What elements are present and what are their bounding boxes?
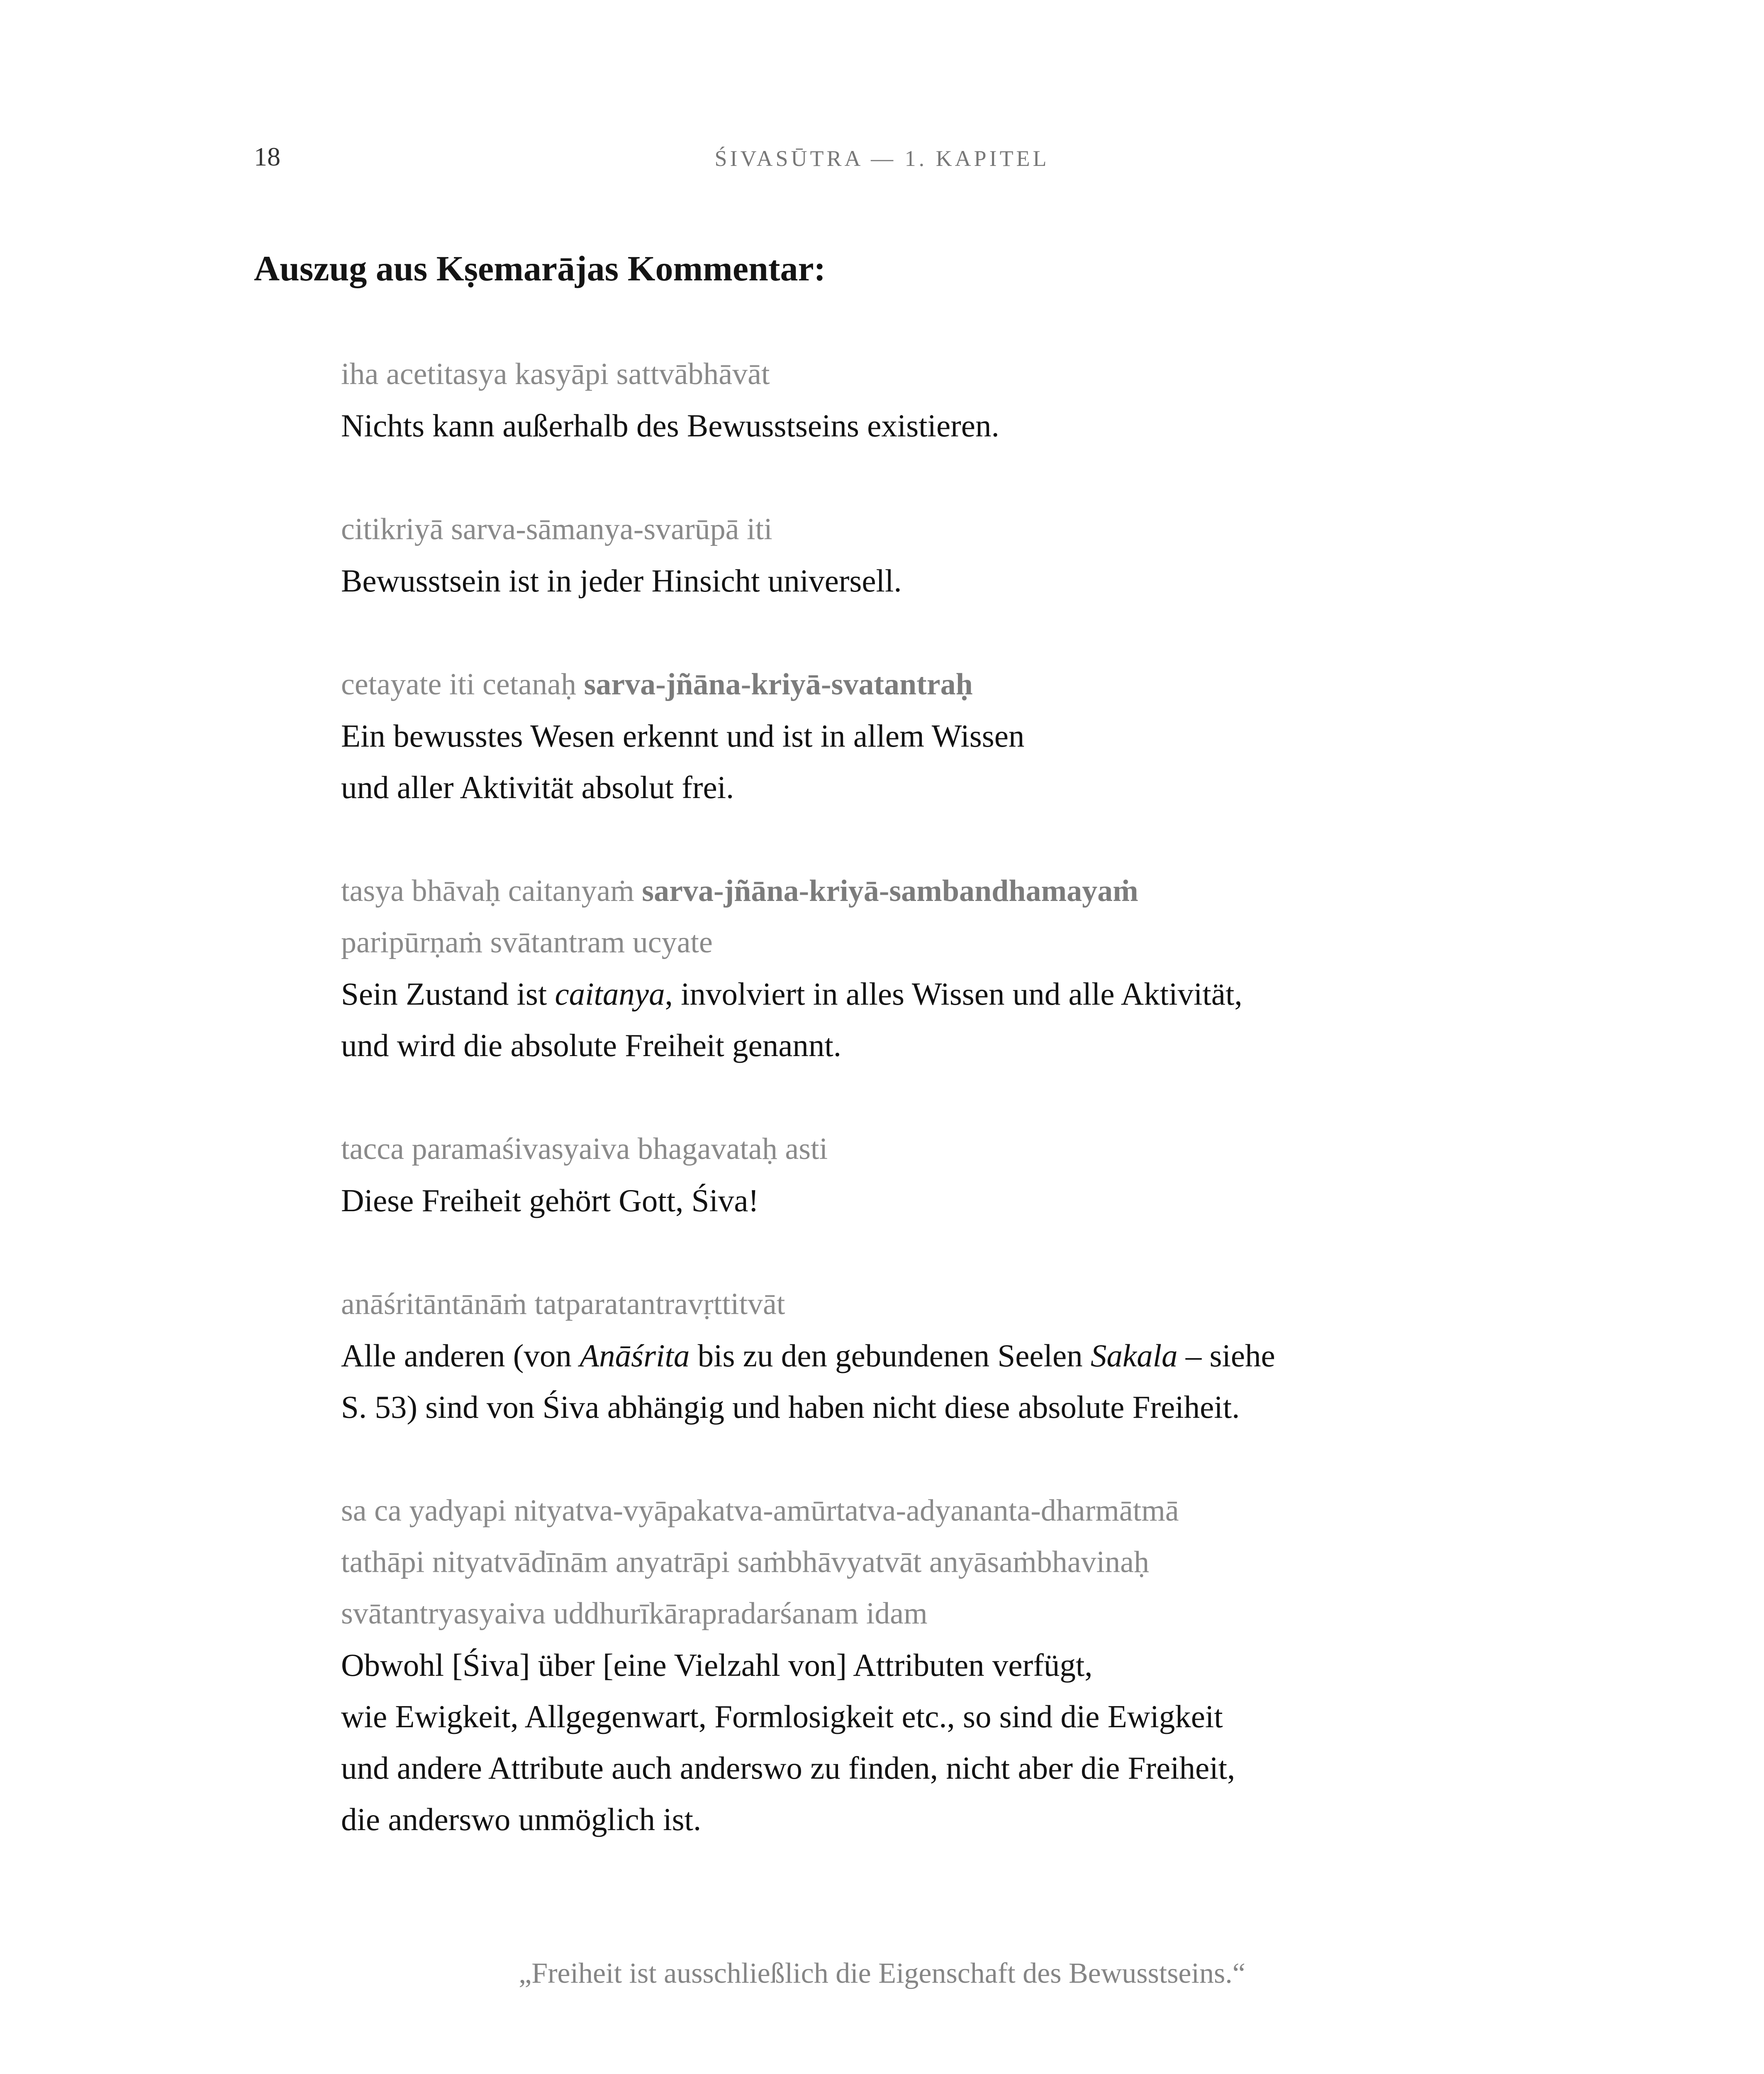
sanskrit-text: cetayate iti cetanaḥ <box>341 667 584 701</box>
commentary-block <box>341 1123 1565 1226</box>
translation-line <box>341 968 1565 1020</box>
sanskrit-line: anāśritāntānāṁ tatparatantravṛttitvāt <box>341 1287 785 1321</box>
translation-line: Obwohl [Śiva] über [eine Vielzahl von] Attributen verfügt, <box>341 1647 1093 1683</box>
sanskrit-line <box>341 865 1565 917</box>
sanskrit-line: tacca paramaśivasyaiva bhagavataḥ asti <box>341 1132 828 1166</box>
page-number: 18 <box>254 142 280 171</box>
translation-text: , involviert in alles Wissen und alle Aktivität, <box>665 976 1243 1012</box>
commentary-block <box>341 865 1565 1071</box>
commentary-block <box>341 348 1565 451</box>
commentary-block <box>341 1278 1565 1433</box>
sanskrit-emphasis: sarva-jñāna-kriyā-svatantraḥ <box>584 667 973 701</box>
closing-quote: „Freiheit ist ausschließlich die Eigenschaft des Bewusstseins.“ <box>519 1957 1245 1989</box>
sanskrit-line: paripūrṇaṁ svātantram ucyate <box>341 925 713 959</box>
sanskrit-text: tasya bhāvaḥ caitanyaṁ <box>341 874 642 908</box>
commentary-block <box>341 659 1565 813</box>
commentary-body <box>341 348 1565 1897</box>
translation-term: Sakala <box>1090 1338 1178 1373</box>
translation-line: und andere Attribute auch anderswo zu finden, nicht aber die Freiheit, <box>341 1750 1235 1786</box>
translation-line: Nichts kann außerhalb des Bewusstseins existieren. <box>341 408 999 443</box>
translation-line <box>341 1330 1565 1381</box>
sanskrit-emphasis: sarva-jñāna-kriyā-sambandhamayaṁ <box>642 874 1138 908</box>
translation-line: und aller Aktivität absolut frei. <box>341 769 734 805</box>
translation-line: wie Ewigkeit, Allgegenwart, Formlosigkeit etc., so sind die Ewigkeit <box>341 1699 1223 1734</box>
running-head: ŚIVASŪTRA — 1. KAPITEL <box>714 146 1050 171</box>
sanskrit-line: tathāpi nityatvādīnām anyatrāpi saṁbhāvyatvāt anyāsaṁbhavinaḥ <box>341 1545 1149 1579</box>
sanskrit-line: iha acetitasya kasyāpi sattvābhāvāt <box>341 357 770 391</box>
translation-line: die anderswo unmöglich ist. <box>341 1801 702 1837</box>
sanskrit-line: sa ca yadyapi nityatva-vyāpakatva-amūrtatva-adyananta-dharmātmā <box>341 1494 1179 1528</box>
commentary-block <box>341 504 1565 606</box>
translation-term: Anāśrita <box>580 1338 690 1373</box>
translation-text: Sein Zustand ist <box>341 976 555 1012</box>
translation-text: Alle anderen (von <box>341 1338 580 1373</box>
translation-line: und wird die absolute Freiheit genannt. <box>341 1027 842 1063</box>
translation-text: – siehe <box>1177 1338 1275 1373</box>
commentary-block <box>341 1485 1565 1845</box>
translation-line: Ein bewusstes Wesen erkennt und ist in allem Wissen <box>341 718 1025 754</box>
sanskrit-line: citikriyā sarva-sāmanya-svarūpā iti <box>341 512 772 546</box>
section-heading: Auszug aus Kṣemarājas Kommentar: <box>254 248 826 288</box>
sanskrit-line: svātantryasyaiva uddhurīkārapradarśanam idam <box>341 1597 928 1631</box>
translation-term: caitanya <box>555 976 665 1012</box>
translation-line: S. 53) sind von Śiva abhängig und haben nicht diese absolute Freiheit. <box>341 1389 1240 1425</box>
translation-text: bis zu den gebundenen Seelen <box>690 1338 1091 1373</box>
translation-line: Bewusstsein ist in jeder Hinsicht universell. <box>341 563 902 599</box>
translation-line: Diese Freiheit gehört Gott, Śiva! <box>341 1183 759 1218</box>
sanskrit-line <box>341 659 1565 710</box>
